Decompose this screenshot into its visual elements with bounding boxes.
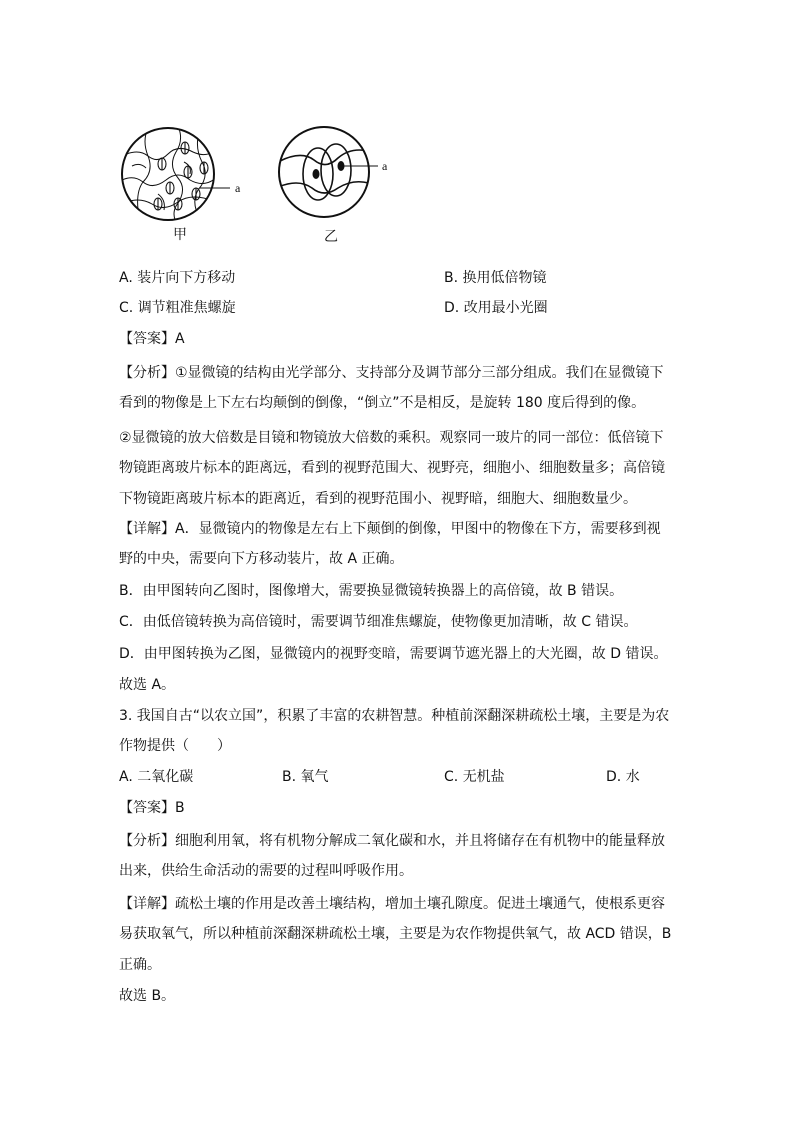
answer-value: A bbox=[175, 331, 185, 347]
q2-analysis-line-2: 看到的物像是上下左右均颠倒的倒像，“倒立”不是相反，是旋转 180 度后得到的像。 bbox=[119, 395, 646, 411]
q3-detail-line-1 bbox=[119, 894, 665, 914]
q3-detail-line-3: 正确。 bbox=[119, 957, 161, 973]
q2-option-d bbox=[444, 298, 548, 318]
option-text: 二氧化碳 bbox=[137, 769, 194, 785]
option-letter: A. bbox=[119, 769, 133, 785]
analysis-text: ①显微镜的结构由光学部分、支持部分及调节部分三部分组成。我们在显微镜下 bbox=[175, 365, 664, 381]
q2-analysis-line-5: 下物镜距离玻片标本的距离近，看到的视野范围小、视野暗，细胞大、细胞数量少。 bbox=[119, 491, 637, 507]
analysis-tag: 【分析】 bbox=[119, 365, 175, 381]
q3-option-c bbox=[444, 767, 505, 787]
q2-detail-line-5: D．由甲图转换为乙图，显微镜内的视野变暗，需要调节遮光器上的大光圈，故 D 错误。 bbox=[119, 646, 668, 662]
q3-option-a bbox=[119, 767, 193, 787]
option-text: 水 bbox=[625, 769, 640, 785]
option-letter: B. bbox=[282, 769, 297, 785]
analysis-tag: 【分析】 bbox=[119, 833, 175, 849]
detail-text: 疏松土壤的作用是改善土壤结构，增加土壤孔隙度。促进土壤通气，使根系更容 bbox=[175, 896, 665, 912]
detail-tag: 【详解】 bbox=[119, 521, 175, 537]
q3-detail-line-2: 易获取氧气，所以种植前深翻深耕疏松土壤，主要是为农作物提供氧气，故 ACD 错误，B bbox=[119, 926, 672, 942]
q2-detail-line-3: B．由甲图转向乙图时，图像增大，需要换显微镜转换器上的高倍镜，故 B 错误。 bbox=[119, 583, 624, 599]
analysis-text: 细胞利用氧，将有机物分解成二氧化碳和水，并且将储存在有机物中的能量释放 bbox=[175, 833, 665, 849]
q3-option-b bbox=[282, 767, 329, 787]
q2-analysis-line-3: ②显微镜的放大倍数是目镜和物镜放大倍数的乘积。观察同一玻片的同一部位：低倍镜下 bbox=[119, 430, 664, 446]
option-letter: C. bbox=[444, 769, 459, 785]
figure-yi-marker: a bbox=[382, 159, 388, 173]
q3-option-d bbox=[606, 767, 640, 787]
option-text: 换用低倍物镜 bbox=[462, 270, 547, 286]
q2-option-c bbox=[119, 298, 236, 318]
q2-analysis-line-4: 物镜距离玻片标本的距离远，看到的视野范围大、视野亮，细胞小、细胞数量多；高倍镜 bbox=[119, 460, 665, 476]
option-letter: B. bbox=[444, 270, 459, 286]
q2-detail-line-2: 野的中央，需要向下方移动装片，故 A 正确。 bbox=[119, 551, 404, 567]
option-text: 装片向下方移动 bbox=[137, 270, 236, 286]
answer-value: B bbox=[175, 800, 185, 816]
answer-tag: 【答案】 bbox=[119, 800, 175, 816]
option-text: 调节粗准焦螺旋 bbox=[137, 300, 236, 316]
q3-analysis-line-2: 出来，供给生命活动的需要的过程叫呼吸作用。 bbox=[119, 863, 413, 879]
detail-tag: 【详解】 bbox=[119, 896, 175, 912]
figure-yi-label: 乙 bbox=[324, 229, 338, 245]
q3-answer bbox=[119, 798, 185, 818]
q3-analysis-line-1 bbox=[119, 831, 665, 851]
option-text: 改用最小光圈 bbox=[463, 300, 548, 316]
q2-detail-line-4: C．由低倍镜转换为高倍镜时，需要调节细准焦螺旋，使物像更加清晰，故 C 错误。 bbox=[119, 614, 638, 630]
option-letter: D. bbox=[606, 769, 622, 785]
q2-option-a bbox=[119, 268, 235, 288]
q2-analysis-line-1 bbox=[119, 363, 664, 383]
figure-jia-marker: a bbox=[235, 181, 241, 195]
q2-detail-line-1 bbox=[119, 519, 661, 539]
q2-answer bbox=[119, 329, 185, 349]
option-text: 氧气 bbox=[300, 769, 329, 785]
q2-detail-line-6: 故选 A。 bbox=[119, 677, 176, 693]
option-letter: D. bbox=[444, 300, 460, 316]
option-letter: C. bbox=[119, 300, 134, 316]
option-text: 无机盐 bbox=[462, 769, 505, 785]
figure-jia-label: 甲 bbox=[173, 227, 187, 243]
q3-detail-line-4: 故选 B。 bbox=[119, 988, 176, 1004]
q2-option-b bbox=[444, 268, 547, 288]
figure-yi-cell-diagram bbox=[276, 122, 396, 222]
answer-tag: 【答案】 bbox=[119, 331, 175, 347]
figure-jia-cell-diagram bbox=[118, 126, 253, 222]
q3-stem-line-2: 作物提供（ ） bbox=[119, 738, 231, 754]
q3-stem-line-1: 3. 我国自古“以农立国”，积累了丰富的农耕智慧。种植前深翻深耕疏松土壤，主要是为农 bbox=[119, 708, 670, 724]
detail-text: A．显微镜内的物像是左右上下颠倒的倒像，甲图中的物像在下方，需要移到视 bbox=[175, 521, 661, 537]
option-letter: A. bbox=[119, 270, 133, 286]
